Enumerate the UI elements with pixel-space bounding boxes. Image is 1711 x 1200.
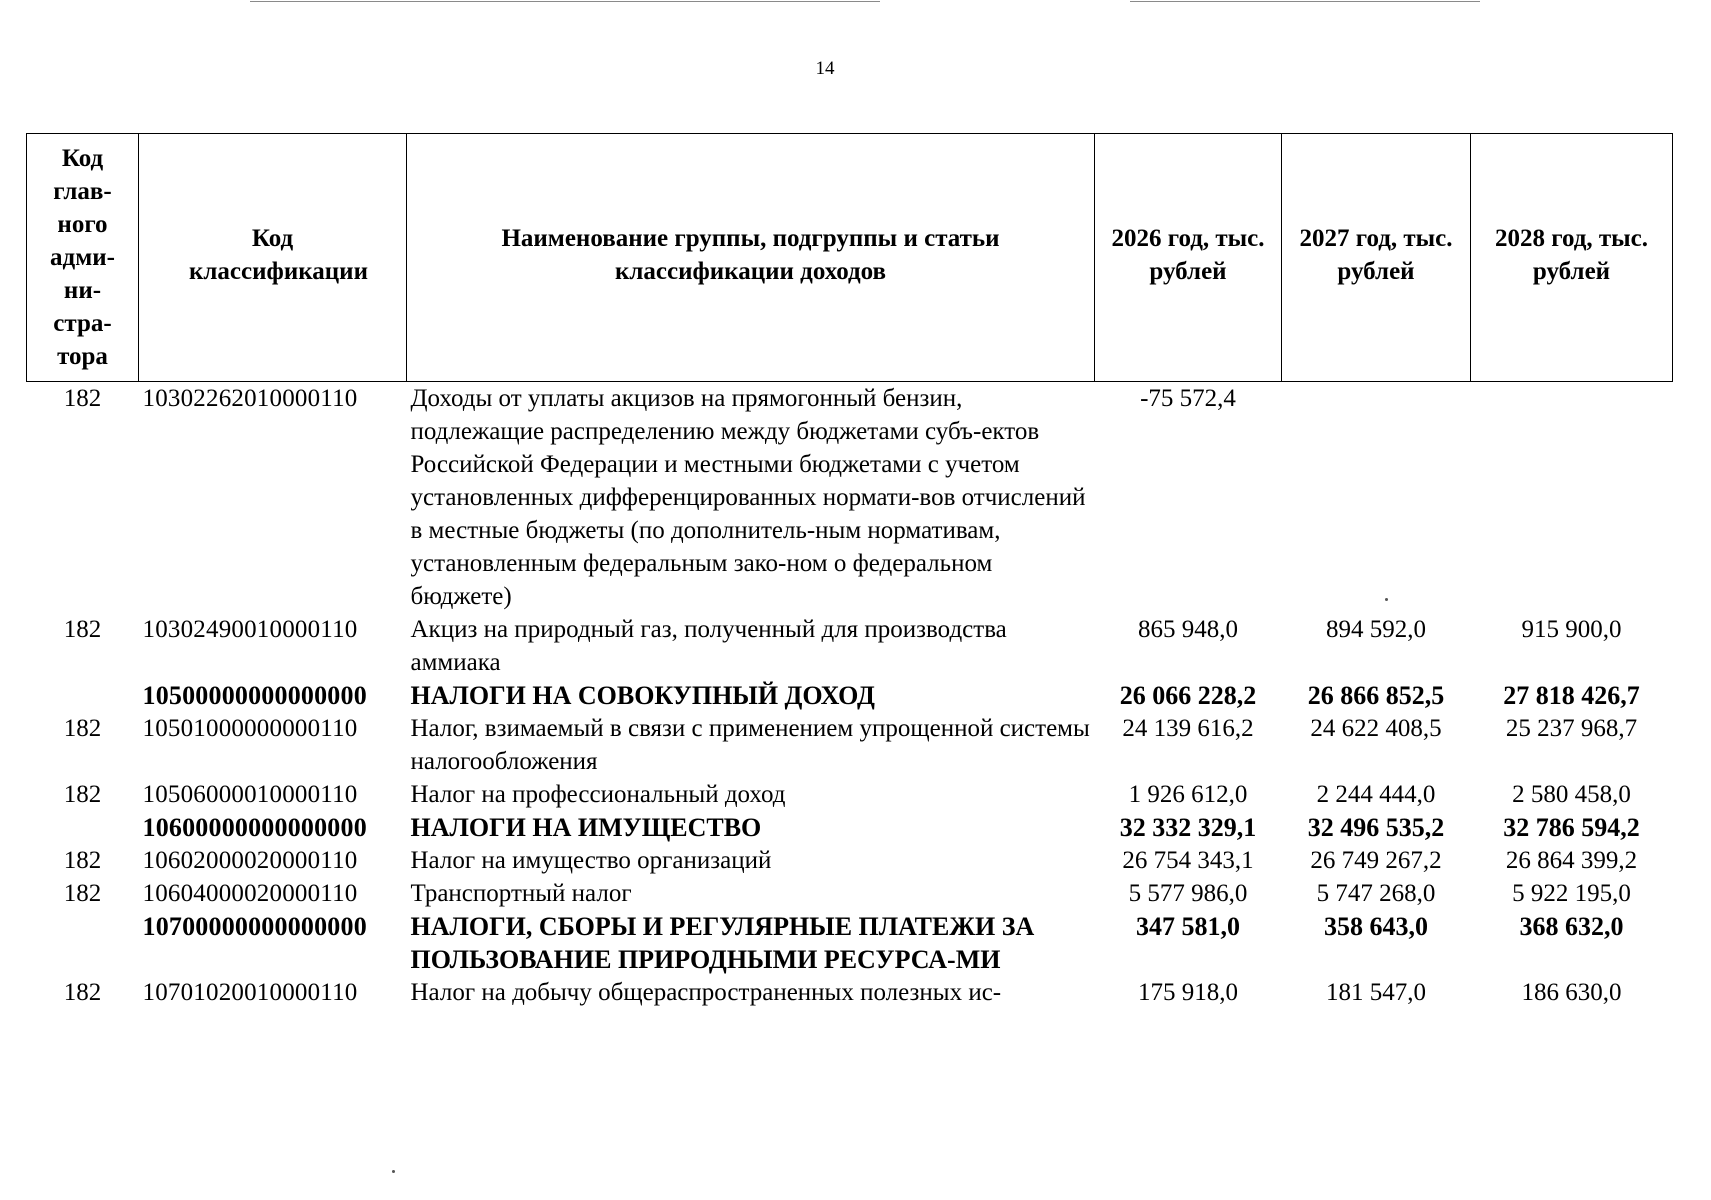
cell-name: НАЛОГИ, СБОРЫ И РЕГУЛЯРНЫЕ ПЛАТЕЖИ ЗА ПОЛЬЗОВАНИЕ ПРИРОДНЫМИ РЕСУРСА-МИ bbox=[410, 912, 1035, 974]
cell-admin: 182 bbox=[63, 715, 102, 742]
scan-speck bbox=[1385, 598, 1388, 601]
cell-2026: 175 918,0 bbox=[1138, 979, 1238, 1006]
scan-edge-line bbox=[1130, 1, 1480, 2]
cell-2028: 915 900,0 bbox=[1521, 616, 1622, 643]
cell-2026: 26 754 343,1 bbox=[1122, 847, 1254, 874]
cell-name: Налог на профессиональный доход bbox=[410, 781, 786, 808]
cell-2026: 5 577 986,0 bbox=[1128, 880, 1248, 907]
cell-2027: 26 866 852,5 bbox=[1307, 681, 1445, 710]
cell-2027: 358 643,0 bbox=[1324, 912, 1428, 941]
cell-admin bbox=[27, 811, 139, 844]
table-row bbox=[27, 712, 1673, 778]
table-row-group bbox=[27, 679, 1673, 712]
page-number: 14 bbox=[815, 58, 835, 79]
table-row bbox=[27, 844, 1673, 877]
cell-2027: 32 496 535,2 bbox=[1307, 813, 1445, 842]
cell-admin bbox=[27, 910, 139, 976]
header-admin-code: Код глав- ного адми- ни- стра- тора bbox=[27, 134, 139, 382]
cell-code: 10302490010000110 bbox=[142, 616, 358, 643]
header-2027: 2027 год, тыс. рублей bbox=[1282, 134, 1471, 382]
scan-speck bbox=[392, 1170, 395, 1173]
table-row-group bbox=[27, 811, 1673, 844]
cell-2026: 1 926 612,0 bbox=[1128, 781, 1248, 808]
cell-name: Налог, взимаемый в связи с применением упрощенной системы налогообложения bbox=[410, 715, 1090, 775]
header-2026: 2026 год, тыс. рублей bbox=[1095, 134, 1282, 382]
cell-code: 10302262010000110 bbox=[142, 385, 358, 412]
cell-admin: 182 bbox=[63, 979, 102, 1006]
table-row bbox=[27, 976, 1673, 1009]
cell-admin: 182 bbox=[63, 385, 102, 412]
cell-2028: 186 630,0 bbox=[1521, 979, 1622, 1006]
cell-2028: 5 922 195,0 bbox=[1512, 880, 1631, 907]
cell-2028: 368 632,0 bbox=[1519, 912, 1624, 941]
cell-2026: -75 572,4 bbox=[1140, 385, 1236, 412]
revenue-table bbox=[26, 133, 1673, 1009]
cell-admin: 182 bbox=[63, 616, 102, 643]
cell-2028: 26 864 399,2 bbox=[1505, 847, 1638, 874]
header-name: Наименование группы, подгруппы и статьи классификации доходов bbox=[407, 134, 1095, 382]
cell-admin bbox=[27, 679, 139, 712]
header-class-code: Код классификации bbox=[139, 134, 407, 382]
cell-code: 10501000000000110 bbox=[142, 715, 358, 742]
cell-code: 10700000000000000 bbox=[142, 912, 367, 941]
cell-2028: 25 237 968,7 bbox=[1505, 715, 1638, 742]
table-row bbox=[27, 613, 1673, 679]
cell-2027: 24 622 408,5 bbox=[1310, 715, 1442, 742]
header-2028: 2028 год, тыс. рублей bbox=[1471, 134, 1673, 382]
cell-admin: 182 bbox=[63, 781, 102, 808]
cell-name: Акциз на природный газ, полученный для производства аммиака bbox=[410, 616, 1007, 676]
cell-name: Транспортный налог bbox=[410, 880, 632, 907]
cell-admin: 182 bbox=[63, 880, 102, 907]
cell-code: 10500000000000000 bbox=[142, 681, 367, 710]
cell-code: 10604000020000110 bbox=[142, 880, 358, 907]
cell-2026: 26 066 228,2 bbox=[1119, 681, 1257, 710]
cell-2026: 32 332 329,1 bbox=[1119, 813, 1257, 842]
scan-edge-line bbox=[250, 1, 880, 2]
table-row-group bbox=[27, 910, 1673, 976]
cell-code: 10600000000000000 bbox=[142, 813, 367, 842]
table-row bbox=[27, 778, 1673, 811]
table-body bbox=[27, 382, 1673, 1010]
cell-2028: 32 786 594,2 bbox=[1503, 813, 1640, 842]
cell-name: НАЛОГИ НА СОВОКУПНЫЙ ДОХОД bbox=[410, 681, 875, 710]
cell-name: Доходы от уплаты акцизов на прямогонный бензин, подлежащие распределению между бюджетами субъ-ектов Российской Федерации и местными бюджетами с учетом установленных дифференцированных нормати-вов отчислений в местные бюджеты (по дополнитель-ным нормативам, установленным федеральным зако-ном о федеральном бюджете) bbox=[410, 385, 1086, 610]
cell-name: Налог на имущество организаций bbox=[410, 847, 772, 874]
cell-2028: 27 818 426,7 bbox=[1503, 681, 1640, 710]
cell-2028: 2 580 458,0 bbox=[1512, 781, 1631, 808]
cell-2026: 347 581,0 bbox=[1136, 912, 1240, 941]
cell-2028 bbox=[1471, 382, 1673, 614]
table-header bbox=[27, 134, 1673, 382]
table-row bbox=[27, 382, 1673, 614]
header-row bbox=[27, 134, 1673, 382]
cell-name: НАЛОГИ НА ИМУЩЕСТВО bbox=[410, 813, 762, 842]
cell-2026: 24 139 616,2 bbox=[1122, 715, 1254, 742]
cell-admin: 182 bbox=[63, 847, 102, 874]
cell-2027: 26 749 267,2 bbox=[1310, 847, 1442, 874]
cell-2027 bbox=[1282, 382, 1471, 614]
cell-name: Налог на добычу общераспространенных полезных ис- bbox=[410, 979, 1002, 1006]
cell-2027: 181 547,0 bbox=[1326, 979, 1426, 1006]
cell-2026: 865 948,0 bbox=[1138, 616, 1238, 643]
cell-2027: 2 244 444,0 bbox=[1316, 781, 1436, 808]
cell-code: 10602000020000110 bbox=[142, 847, 358, 874]
cell-2027: 894 592,0 bbox=[1326, 616, 1426, 643]
cell-2027: 5 747 268,0 bbox=[1316, 880, 1436, 907]
cell-code: 10506000010000110 bbox=[142, 781, 358, 808]
table-row bbox=[27, 877, 1673, 910]
cell-code: 10701020010000110 bbox=[142, 979, 358, 1006]
